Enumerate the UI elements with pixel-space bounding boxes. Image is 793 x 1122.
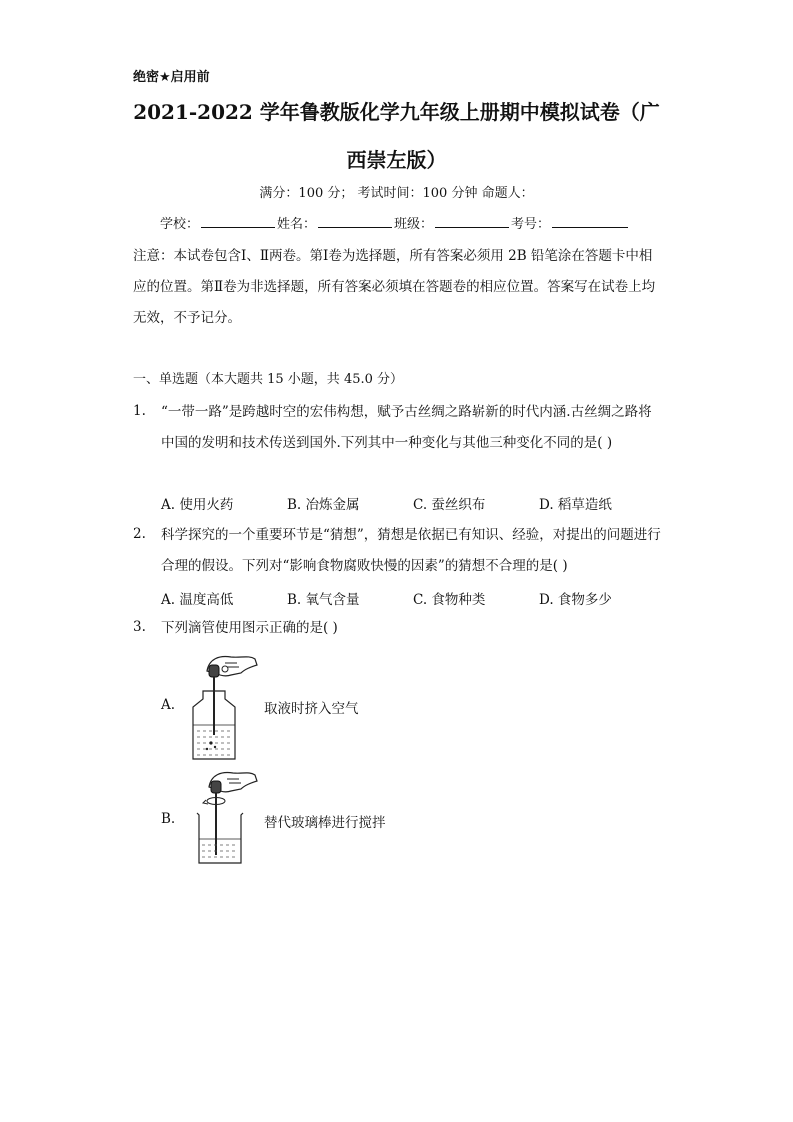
option-c: C. 食物种类: [413, 592, 486, 608]
dropper-squeeze-air-illustration: [185, 649, 265, 763]
school-blank: [201, 213, 275, 228]
question-3: [133, 613, 663, 883]
option-b-letter: B.: [161, 811, 176, 827]
exam-title-line1: 2021-2022 学年鲁教版化学九年级上册期中模拟试卷（广: [133, 100, 660, 124]
option-d: D. 食物多少: [539, 592, 612, 608]
option-d: D. 稻草造纸: [539, 497, 612, 513]
class-blank: [435, 213, 509, 228]
option-b-label: 替代玻璃棒进行搅拌: [264, 815, 386, 831]
question-1: [133, 397, 663, 517]
question-number: 3.: [133, 619, 146, 635]
option-b: B. 冶炼金属: [287, 497, 360, 513]
question-text: 科学探究的一个重要环节是“猜想”，猜想是依据已有知识、经验，对提出的问题进行合理的假设。下列对“影响食物腐败快慢的因素”的猜想不合理的是( ): [161, 527, 661, 574]
section-heading: 一、单选题（本大题共 15 小题，共 45.0 分）: [133, 372, 404, 387]
question-text: 下列滴管使用图示正确的是( ): [161, 620, 338, 636]
dropper-stirring-illustration: [185, 767, 265, 867]
option-a: A. 使用火药: [161, 497, 234, 513]
question-options: [161, 493, 665, 513]
question-options: [161, 588, 665, 608]
option-a-letter: A.: [161, 697, 176, 713]
question-2: [133, 520, 663, 612]
exam-meta: 满分：100 分； 考试时间：100 分钟 命题人：: [259, 186, 534, 201]
exam-number-label: 考号：: [511, 217, 551, 232]
exam-title-line2: 西崇左版）: [346, 148, 447, 172]
option-a: A. 温度高低: [161, 592, 234, 608]
confidential-label: 绝密★启用前: [133, 70, 210, 85]
question-text: “一带一路”是跨越时空的宏伟构想，赋予古丝绸之路崭新的时代内涵.古丝绸之路将中国的发明和技术传送到国外.下列其中一种变化与其他三种变化不同的是( ): [161, 404, 652, 451]
name-blank: [318, 213, 392, 228]
name-label: 姓名：: [277, 217, 317, 232]
school-label: 学校：: [160, 217, 200, 232]
question-number: 1.: [133, 403, 146, 419]
student-info-row: [160, 213, 630, 232]
exam-number-blank: [552, 213, 628, 228]
option-a-label: 取液时挤入空气: [264, 701, 359, 717]
option-c: C. 蚕丝织布: [413, 497, 486, 513]
exam-instructions: 注意：本试卷包含Ⅰ、Ⅱ两卷。第Ⅰ卷为选择题，所有答案必须用 2B 铅笔涂在答题卡中相应的位置。第Ⅱ卷为非选择题，所有答案必须填在答题卷的相应位置。答案写在试卷上均无效，不予记分。: [133, 248, 656, 326]
option-b: B. 氧气含量: [287, 592, 360, 608]
question-number: 2.: [133, 526, 146, 542]
class-label: 班级：: [394, 217, 434, 232]
